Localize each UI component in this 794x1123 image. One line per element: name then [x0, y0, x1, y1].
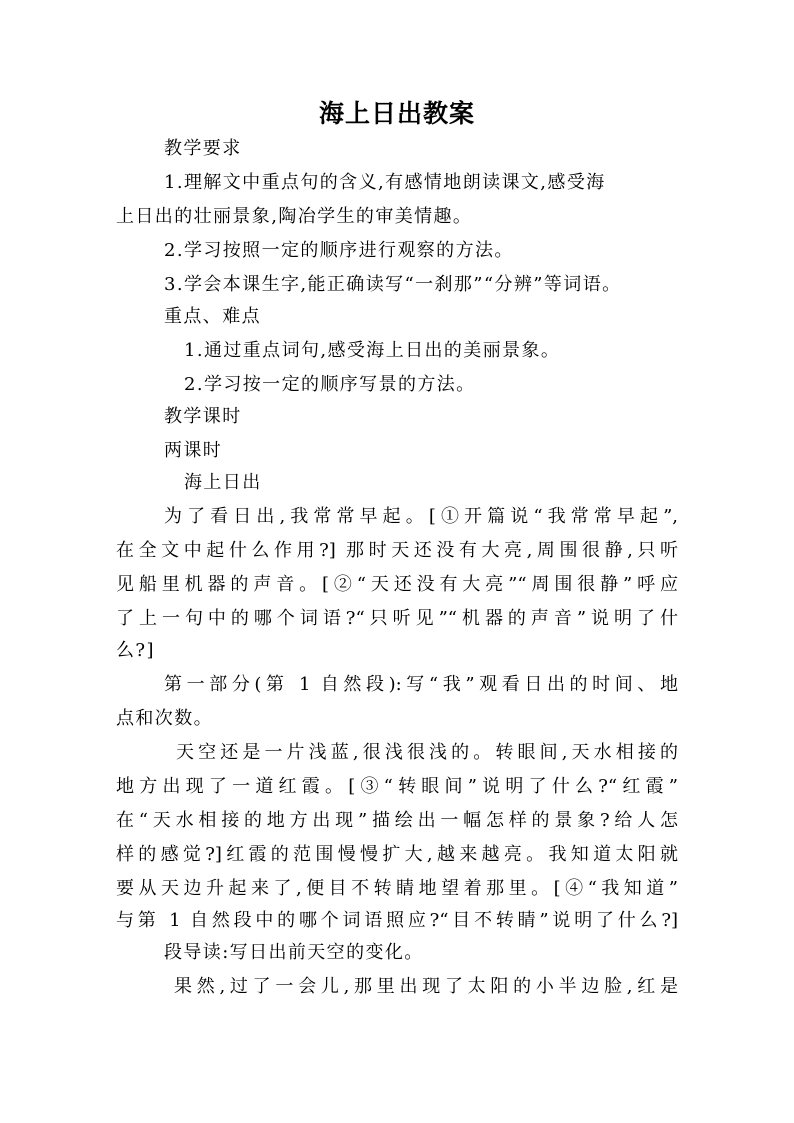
paragraph-line: 点和次数。 — [116, 708, 213, 729]
paragraph-line: 为了看日出,我常常早起。[①开篇说“我常常早起”, — [164, 506, 678, 527]
paragraph-line: 上日出的壮丽景象,陶冶学生的审美情趣。 — [116, 206, 473, 227]
paragraph-line: 样的感觉?]红霞的范围慢慢扩大,越来越亮。我知道太阳就 — [116, 844, 678, 865]
paragraph-line: 与第 1 自然段中的哪个词语照应?“目不转睛”说明了什么?] — [116, 910, 678, 931]
paragraph-line: 地方出现了一道红霞。[③“转眼间”说明了什么?“红霞” — [116, 776, 678, 797]
section-heading: 教学要求 — [164, 138, 242, 159]
paragraph-line: 段导读:写日出前天空的变化。 — [164, 942, 424, 963]
paragraph-line: 么?] — [116, 640, 155, 661]
paragraph-line: 见船里机器的声音。[②“天还没有大亮”“周围很静”呼应 — [116, 574, 678, 595]
paragraph-line: 要从天边升起来了,便目不转睛地望着那里。[④“我知道” — [116, 878, 678, 899]
lesson-title: 海上日出 — [184, 472, 262, 493]
paragraph-line: 在“天水相接的地方出现”描绘出一幅怎样的景象?给人怎 — [116, 810, 678, 831]
document-title: 海上日出教案 — [318, 99, 475, 128]
paragraph-line: 1.通过重点词句,感受海上日出的美丽景象。 — [184, 340, 561, 361]
section-heading: 重点、难点 — [164, 306, 261, 327]
paragraph-line: 3.学会本课生字,能正确读写“一刹那”“分辨”等词语。 — [164, 274, 622, 295]
paragraph-line: 天空还是一片浅蓝,很浅很浅的。转眼间,天水相接的 — [176, 742, 678, 763]
paragraph-line: 2.学习按一定的顺序写景的方法。 — [184, 374, 476, 395]
paragraph-line: 1.理解文中重点句的含义,有感情地朗读课文,感受海 — [164, 172, 606, 193]
paragraph-line: 第一部分(第 1 自然段):写“我”观看日出的时间、地 — [164, 674, 678, 695]
section-heading: 教学课时 — [164, 406, 242, 427]
paragraph-line: 2.学习按照一定的顺序进行观察的方法。 — [164, 240, 514, 261]
paragraph-line: 两课时 — [164, 440, 223, 461]
paragraph-line: 了上一句中的哪个词语?“只听见”“机器的声音”说明了什 — [116, 608, 678, 629]
paragraph-line: 果然,过了一会儿,那里出现了太阳的小半边脸,红是 — [174, 976, 678, 997]
paragraph-line: 在全文中起什么作用?] 那时天还没有大亮,周围很静,只听 — [116, 540, 678, 561]
